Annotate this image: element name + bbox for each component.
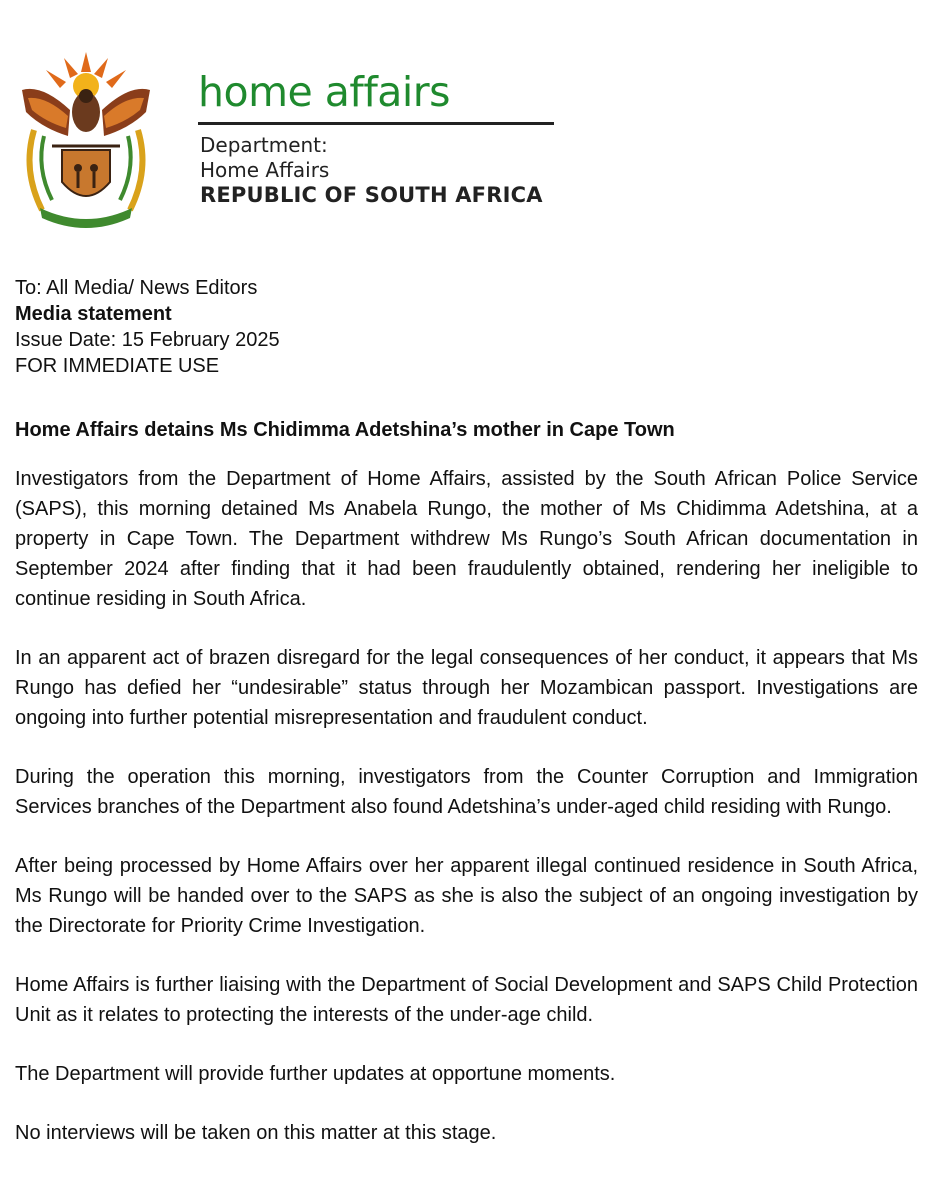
statement-headline: Home Affairs detains Ms Chidimma Adetshina’s mother in Cape Town: [15, 419, 675, 441]
statement-body: [15, 464, 918, 1148]
department-name: Home Affairs: [200, 158, 330, 182]
body-paragraph: No interviews will be taken on this matter at this stage.: [15, 1122, 497, 1144]
usage-line: FOR IMMEDIATE USE: [15, 355, 220, 377]
department-block: [200, 133, 543, 208]
statement-meta: [15, 275, 280, 379]
body-paragraph: After being processed by Home Affairs over her apparent illegal continued residence in South Africa, Ms Rungo will be handed over to the SAPS as she is also the subject of an ongoing investigation by the Directorate for Priority Crime Investigation.: [15, 855, 918, 937]
body-paragraph: Investigators from the Department of Home Affairs, assisted by the South African Police Service (SAPS), this morning detained Ms Anabela Rungo, the mother of Ms Chidimma Adetshina, at a property in Cape Town. The Department withdrew Ms Rungo’s South African documentation in September 2024 after finding that it had been fraudulently obtained, rendering her ineligible to continue residing in South Africa.: [15, 468, 918, 610]
body-paragraph: During the operation this morning, investigators from the Counter Corruption and Immigration Services branches of the Department also found Adetshina’s under-aged child residing with Rungo.: [15, 766, 918, 818]
issue-date: Issue Date: 15 February 2025: [15, 329, 280, 351]
body-paragraph: In an apparent act of brazen disregard for the legal consequences of her conduct, it appears that Ms Rungo has defied her “undesirable” status through her Mozambican passport. Investigations are ongoing into further potential misrepresentation and fraudulent conduct.: [15, 647, 918, 729]
department-label: Department:: [200, 133, 328, 157]
body-paragraph: Home Affairs is further liaising with the Department of Social Development and SAPS Child Protection Unit as it relates to protecting the interests of the under-age child.: [15, 974, 918, 1026]
brand-wordmark: home affairs: [198, 68, 450, 116]
header-divider: [198, 122, 554, 125]
country-name: REPUBLIC OF SOUTH AFRICA: [200, 183, 543, 207]
coat-of-arms-icon: [12, 50, 160, 230]
recipients-line: To: All Media/ News Editors: [15, 277, 258, 299]
statement-type: Media statement: [15, 303, 172, 325]
body-paragraph: The Department will provide further updates at opportune moments.: [15, 1063, 616, 1085]
